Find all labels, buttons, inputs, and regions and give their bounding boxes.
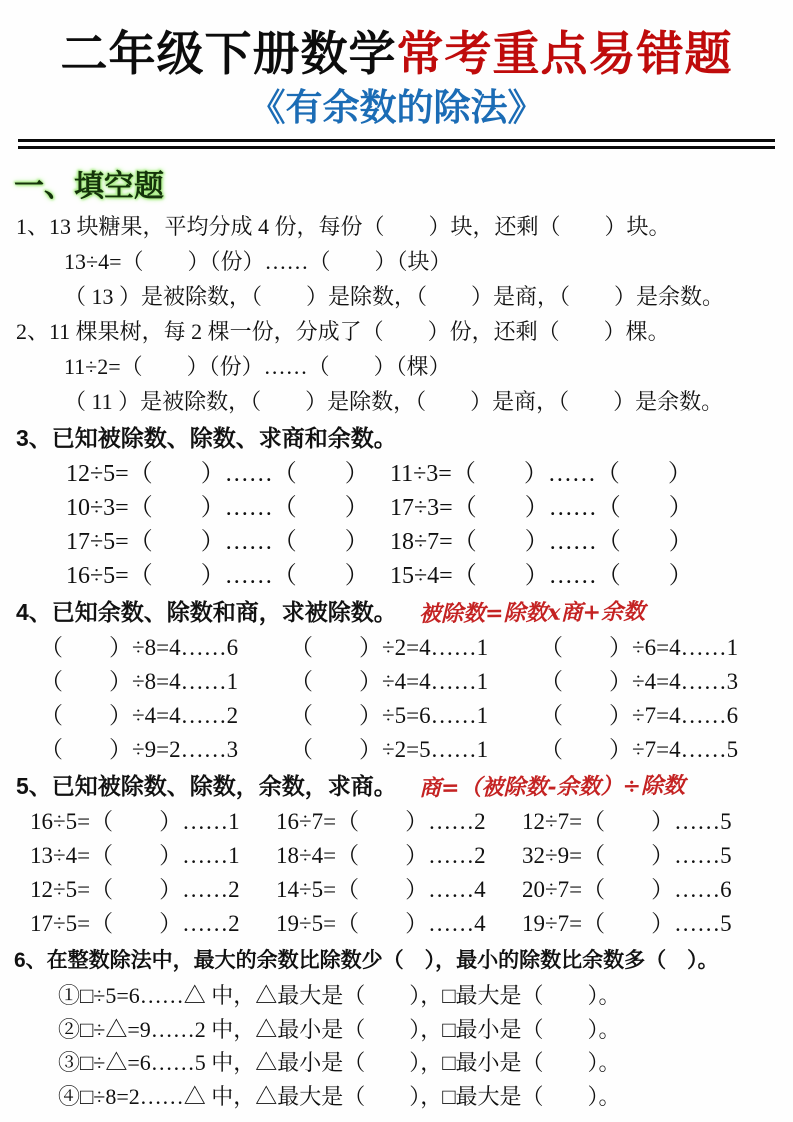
q6-item-2: ②□÷△=9……2 中，△最小是（ ），□最小是（ ）。: [58, 1016, 621, 1042]
q3-row-4: [66, 559, 793, 593]
q3-row-2: [66, 491, 793, 525]
q3-row-1: [66, 457, 793, 491]
page-subtitle: 《有余数的除法》: [248, 87, 545, 129]
equation: （ ）÷9=2……3: [40, 737, 239, 763]
equation: 12÷5=（ ）……2: [30, 877, 240, 903]
equation: （ ）÷2=4……1: [290, 635, 489, 661]
equation: 12÷7=（ ）……5: [522, 809, 732, 835]
q6-heading: 6、在整数除法中，最大的余数比除数少（ ），最小的除数比余数多（ ）。: [14, 949, 719, 973]
equation: 14÷5=（ ）……4: [276, 877, 486, 903]
q6-item-3: ③□÷△=6……5 中，△最小是（ ），□最小是（ ）。: [58, 1050, 621, 1076]
q4-row-1: [40, 631, 793, 665]
equation: 10÷3=（ ）……（ ）: [66, 495, 369, 522]
q4-row-2: [40, 665, 793, 699]
q4-formula-note: 被除数=除数x商+余数: [418, 599, 645, 628]
equation: （ ）÷4=4……3: [540, 669, 739, 695]
q1-line1: 1、13 块糖果，平均分成 4 份，每份（ ）块，还剩（ ）块。: [16, 214, 671, 240]
equation: 17÷5=（ ）……（ ）: [66, 529, 369, 556]
q2-line2-equation: 11÷2=（ ）（份）……（ ）（棵）: [64, 354, 451, 380]
equation: 18÷7=（ ）……（ ）: [390, 529, 693, 556]
q5-row-1: [30, 805, 793, 839]
q1-line2-equation: 13÷4=（ ）（份）……（ ）（块）: [64, 249, 452, 275]
title-divider: [18, 139, 775, 149]
equation: （ ）÷4=4……2: [40, 703, 239, 729]
equation: 16÷5=（ ）……1: [30, 809, 240, 835]
equation: 16÷5=（ ）……（ ）: [66, 563, 369, 590]
equation: （ ）÷4=4……1: [290, 669, 489, 695]
q4-heading: 4、已知余数、除数和商，求被除数。: [16, 599, 397, 626]
page-title: [0, 30, 793, 82]
equation: （ ）÷6=4……1: [540, 635, 739, 661]
equation: （ ）÷7=4……6: [540, 703, 739, 729]
equation: 17÷5=（ ）……2: [30, 911, 240, 937]
equation: （ ）÷8=4……1: [40, 669, 239, 695]
q5-heading: 5、已知被除数、除数，余数，求商。: [16, 773, 397, 800]
equation: 20÷7=（ ）……6: [522, 877, 732, 903]
q3-heading: 3、已知被除数、除数、求商和余数。: [16, 425, 397, 452]
q2-line3: （ 11 ）是被除数，（ ）是除数，（ ）是商，（ ）是余数。: [64, 389, 724, 415]
equation: 18÷4=（ ）……2: [276, 843, 486, 869]
equation: 17÷3=（ ）……（ ）: [390, 495, 693, 522]
q5-row-4: [30, 907, 793, 941]
q4-row-3: [40, 699, 793, 733]
q4-heading-row: [0, 593, 793, 631]
equation: （ ）÷2=5……1: [290, 737, 489, 763]
equation: （ ）÷8=4……6: [40, 635, 239, 661]
q5-row-2: [30, 839, 793, 873]
equation: （ ）÷5=6……1: [290, 703, 489, 729]
q3-row-3: [66, 525, 793, 559]
equation: 19÷5=（ ）……4: [276, 911, 486, 937]
title-part-red: 常考重点易错题: [396, 29, 733, 81]
equation: （ ）÷7=4……5: [540, 737, 739, 763]
equation: 32÷9=（ ）……5: [522, 843, 732, 869]
equation: 19÷7=（ ）……5: [522, 911, 732, 937]
q1-line3: （ 13 ）是被除数，（ ）是除数，（ ）是商，（ ）是余数。: [64, 284, 725, 310]
title-part-black: 二年级下册数学: [60, 29, 397, 81]
q4-row-4: [40, 733, 793, 767]
equation: 15÷4=（ ）……（ ）: [390, 563, 693, 590]
q6-item-1: ①□÷5=6……△ 中，△最大是（ ），□最大是（ ）。: [58, 983, 621, 1009]
equation: 12÷5=（ ）……（ ）: [66, 461, 369, 488]
q6-item-4: ④□÷8=2……△ 中，△最大是（ ），□最大是（ ）。: [58, 1083, 621, 1109]
q5-row-3: [30, 873, 793, 907]
section-heading-fill-in-blanks: 一、填空题: [14, 170, 164, 204]
q5-heading-row: [0, 767, 793, 805]
q5-formula-note: 商=（被除数-余数）÷除数: [418, 772, 685, 802]
q2-line1: 2、11 棵果树，每 2 棵一份，分成了（ ）份，还剩（ ）棵。: [16, 319, 670, 345]
equation: 16÷7=（ ）……2: [276, 809, 486, 835]
equation: 11÷3=（ ）……（ ）: [390, 461, 692, 488]
equation: 13÷4=（ ）……1: [30, 843, 240, 869]
